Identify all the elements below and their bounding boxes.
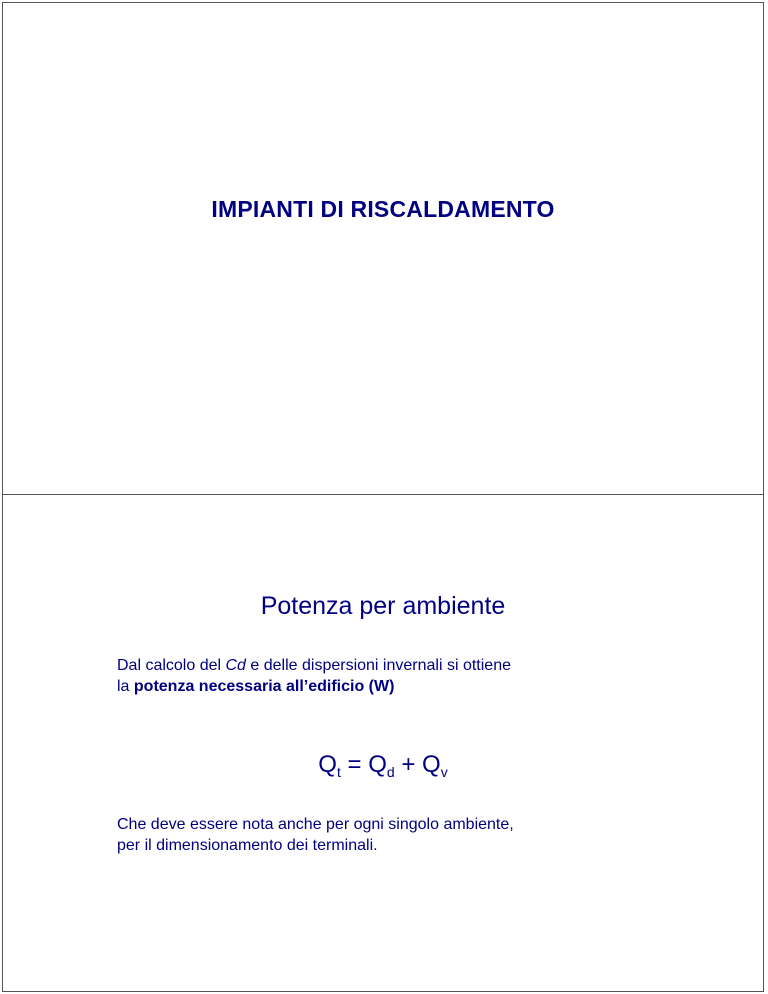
formula-qd: Q	[368, 751, 387, 778]
power-formula	[3, 751, 763, 779]
slide-1-title: IMPIANTI DI RISCALDAMENTO	[211, 196, 555, 222]
intro-line-2	[117, 676, 717, 697]
formula-qv: Q	[422, 751, 441, 778]
slide-1	[2, 2, 764, 495]
outro-paragraph	[117, 814, 717, 856]
slide-2	[2, 494, 764, 992]
outro-line-1: Che deve essere nota anche per ogni singolo ambiente,	[117, 816, 514, 833]
intro-paragraph	[117, 655, 717, 697]
intro-line-1	[117, 655, 717, 676]
formula-plus: +	[394, 751, 423, 778]
formula-equals: =	[340, 751, 369, 778]
formula-qv-sub: v	[440, 764, 448, 780]
intro-line-1-suffix: e delle dispersioni invernali si ottiene	[245, 657, 511, 674]
intro-line-1-prefix: Dal calcolo del	[117, 657, 226, 674]
formula-qd-sub: d	[386, 764, 395, 780]
intro-line-2-prefix: la	[117, 678, 134, 695]
slide-2-title: Potenza per ambiente	[260, 592, 506, 620]
outro-line-2: per il dimensionamento dei terminali.	[117, 837, 378, 854]
formula-qt-sub: t	[336, 764, 341, 780]
required-power-phrase: potenza necessaria all’edificio (W)	[133, 678, 395, 695]
cd-term: Cd	[225, 657, 246, 674]
formula-qt: Q	[318, 751, 337, 778]
